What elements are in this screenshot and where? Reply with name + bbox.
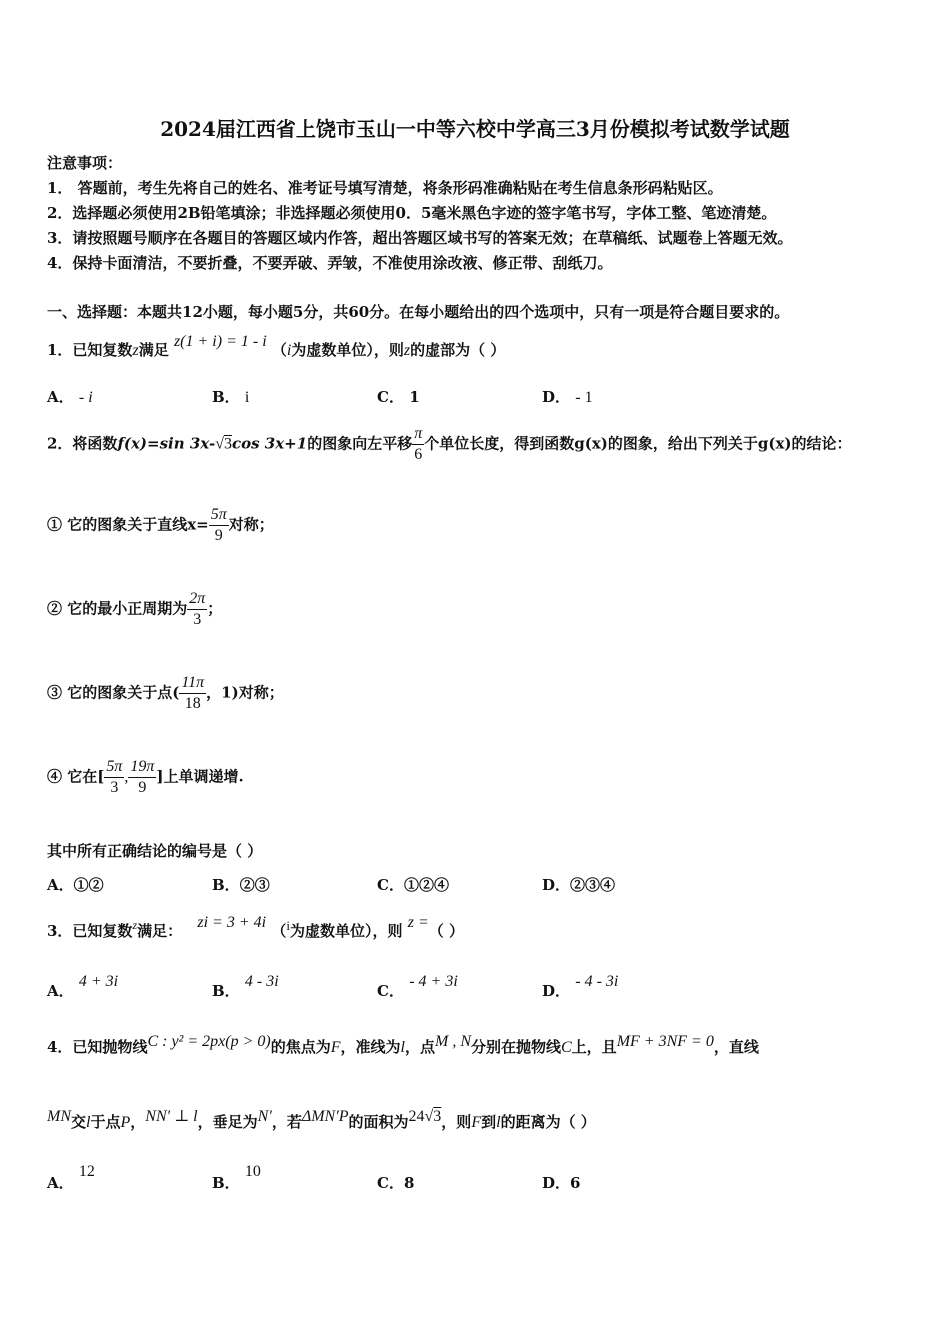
q4-curve: C : y² = 2px(p > 0) <box>147 1033 271 1050</box>
q2-shift-fraction: $\frac{\pi}{6}$ <box>414 425 423 463</box>
question-2 <box>47 424 852 465</box>
q2-option-d: D．②③④ <box>542 876 616 894</box>
q4-option-a: A． 12 <box>47 1163 95 1192</box>
q1-z2: z <box>403 342 411 359</box>
notice-item-1: 1． 答题前，考生先将自己的姓名、准考证号填写清楚，将条形码准确粘贴在考生信息条形码粘贴区。 <box>47 179 723 197</box>
notice-item-3: 3．请按照题号顺序在各题目的答题区域内作答，超出答题区域书写的答案无效；在草稿纸、试题卷上答题无效。 <box>47 229 793 247</box>
q1-paren-i: i <box>286 342 292 359</box>
q1-prefix: 1．已知复数 <box>47 341 133 359</box>
q4-vector-eq: MF + 3NF = 0 <box>616 1033 714 1050</box>
q2-tail: 个单位长度，得到函数g(x)的图象，给出下列关于g(x)的结论： <box>424 434 852 453</box>
q1-tail: 的虚部为（ ） <box>410 341 506 359</box>
question-4-line-2: MN交l于点P，NN′ ⊥ l，垂足为N′，若ΔMN′P的面积为24√3，则F到l的距离为（ ） <box>47 1108 596 1131</box>
q4-option-d: D．6 <box>542 1174 581 1192</box>
q2-prefix: 2．将函数 <box>47 434 118 453</box>
q2-sqrt: √3 <box>215 435 232 453</box>
q1-paren-rest: 为虚数单位），则 <box>291 341 404 359</box>
section-heading: 一、选择题：本题共12小题，每小题5分，共60分。在每小题给出的四个选项中，只有一项是符合题目要求的。 <box>47 303 790 321</box>
q3-zbar: z = <box>407 914 429 931</box>
q2-question: 其中所有正确结论的编号是（ ） <box>47 842 263 860</box>
q4-option-b: B． 10 <box>212 1163 261 1192</box>
q2-func: f(x)=sin 3x- <box>117 434 216 453</box>
q2-mid: 的图象向左平移 <box>307 434 413 453</box>
q2-conclusion-1: ① 它的图象关于直线x= $\frac{5\pi}{9}$ 对称； <box>47 506 274 544</box>
q3-option-a: A． 4 + 3i <box>47 973 119 1000</box>
q4-option-c: C．8 <box>377 1174 415 1192</box>
q3-option-b: B． 4 - 3i <box>212 973 279 1000</box>
q1-option-a: A． - i <box>47 388 93 406</box>
q2-option-a: A．①② <box>47 876 104 894</box>
question-4-line-1: 4．已知抛物线C : y² = 2px(p > 0)的焦点为F，准线为l，点M , N分别在抛物线C上，且MF + 3NF = 0，直线 <box>47 1033 759 1056</box>
q3-option-d: D． - 4 - 3i <box>542 973 619 1000</box>
q2-conclusion-2: ② 它的最小正周期为 $\frac{2\pi}{3}$ ； <box>47 590 223 628</box>
notice-heading: 注意事项： <box>47 154 123 172</box>
q1-formula: z(1 + i) = 1 - i <box>173 333 267 350</box>
q2-conclusion-4: ④ 它在[ $\frac{5\pi}{3}$ , $\frac{19\pi}{9}$ ]上单调递增. <box>47 758 244 796</box>
notice-item-4: 4．保持卡面清洁，不要折叠，不要弄破、弄皱，不准使用涂改液、修正带、刮纸刀。 <box>47 254 613 272</box>
q3-option-c: C． - 4 + 3i <box>377 973 458 1000</box>
question-1: 1．已知复数z满足 z(1 + i) = 1 - i （i为虚数单位），则z的虚部为（ ） <box>47 333 506 359</box>
q3-formula: zi = 3 + 4i <box>197 914 267 931</box>
question-3: 3．已知复数$^z$满足： zi = 3 + 4i （i为虚数单位），则 z =（ ） <box>47 914 464 940</box>
q1-option-d: D． - 1 <box>542 388 593 406</box>
page-title: 2024届江西省上饶市玉山一中等六校中学高三3月份模拟考试数学试题 <box>160 117 790 141</box>
q1-z: z <box>132 342 139 359</box>
q2-func2: cos 3x+1 <box>232 434 308 453</box>
q1-option-b: B． i <box>212 388 250 406</box>
notice-item-2: 2．选择题必须使用2B铅笔填涂；非选择题必须使用0．5毫米黑色字迹的签字笔书写，字体工整、笔迹清楚。 <box>47 204 777 222</box>
q2-conclusion-3: ③ 它的图象关于点( $\frac{11\pi}{18}$ ，1)对称； <box>47 674 284 712</box>
q2-option-c: C．①②④ <box>377 876 449 894</box>
q1-mid: 满足 <box>138 341 169 359</box>
q1-option-c: C． 1 <box>377 388 420 406</box>
q2-option-b: B．②③ <box>212 876 270 894</box>
